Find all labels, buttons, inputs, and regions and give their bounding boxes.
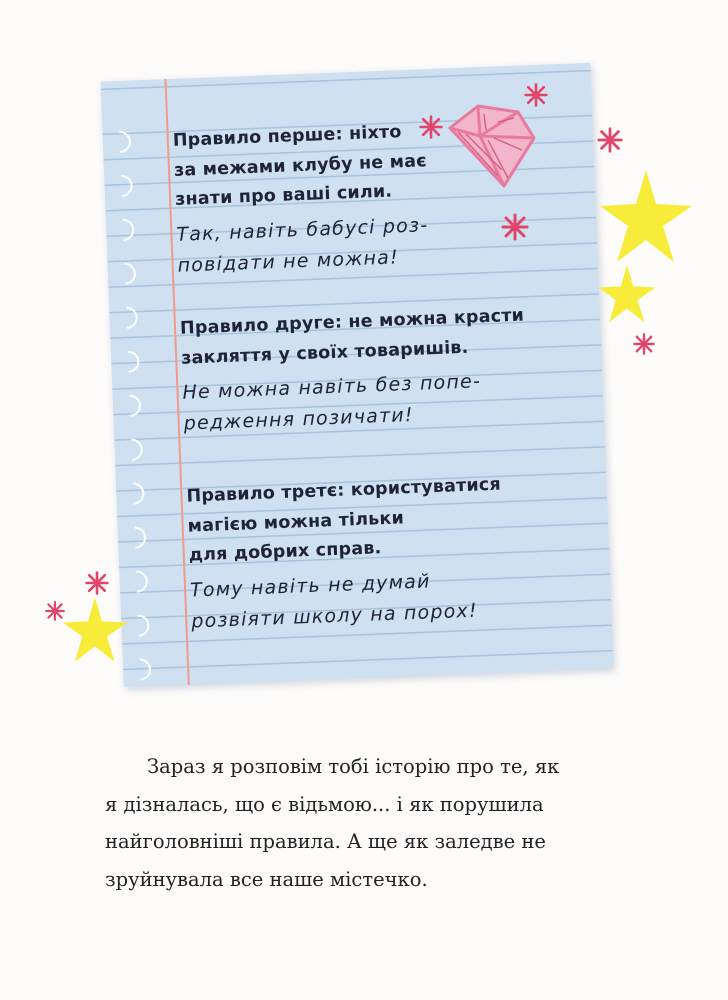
binder-hole [108, 214, 139, 245]
body-line: найголовніші правила. А ще як заледве не [105, 830, 546, 853]
note-line: розвіяти школу на порох! [190, 599, 479, 633]
rule-two-note [182, 362, 584, 439]
sparkle-icon [418, 114, 444, 140]
binder-hole [116, 434, 147, 465]
star-icon [60, 596, 130, 666]
binder-hole [120, 522, 151, 553]
body-line: Зараз я розповім тобі історію про те, як [147, 755, 560, 778]
binder-hole [114, 390, 145, 421]
rule-two-text [180, 299, 582, 373]
binder-hole [111, 302, 142, 333]
binder-hole [113, 346, 144, 377]
rule-three-note [190, 560, 592, 637]
binder-hole [109, 258, 140, 289]
body-paragraph [105, 748, 610, 898]
rule-line: Правило перше: ніхто [172, 122, 402, 151]
body-line: я дізналась, що є відьмою... і як порушила [105, 792, 544, 816]
note-line: повідати не можна! [177, 245, 400, 277]
rule-line: за межами клубу не має [173, 150, 428, 181]
binder-hole [106, 170, 137, 201]
note-line: Так, навіть бабусі роз- [176, 213, 429, 246]
binder-hole [121, 566, 152, 597]
star-icon [596, 264, 658, 326]
sparkle-icon [500, 212, 530, 242]
star-icon [596, 168, 696, 268]
sparkle-icon [523, 82, 549, 108]
rule-line: Правило третє: користуватися [186, 474, 502, 507]
rule-line: для добрих справ. [188, 538, 382, 566]
rule-three [186, 467, 592, 637]
binder-hole [118, 478, 149, 509]
rule-line: знати про ваші сили. [174, 181, 393, 210]
rule-line: Правило друге: не можна красти [179, 305, 525, 339]
gem-icon [438, 98, 548, 198]
sparkle-icon [84, 570, 110, 596]
note-line: Не можна навіть без попе- [182, 370, 482, 404]
sparkle-icon [596, 126, 624, 154]
binder-hole [104, 126, 135, 157]
rule-line: закляття у своїх товаришів. [180, 337, 469, 369]
sparkle-icon [44, 600, 66, 622]
rule-line: магією можна тільки [187, 507, 405, 537]
note-line: Тому навіть не думай [189, 569, 431, 602]
rule-three-text [186, 467, 589, 571]
rule-two [180, 299, 585, 439]
note-line: редження позичати! [183, 403, 415, 435]
sparkle-icon [632, 332, 656, 356]
body-line: зруйнувала все наше містечко. [105, 867, 428, 891]
